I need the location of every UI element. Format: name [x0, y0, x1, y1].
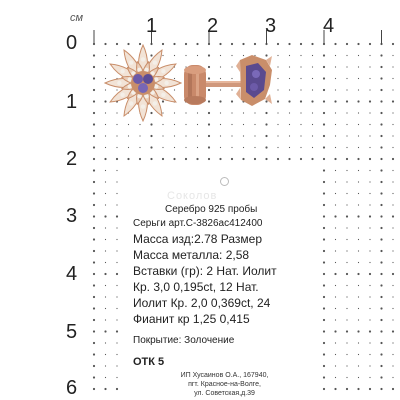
tag-line-metal: Серебро 925 пробы — [165, 204, 258, 215]
cubic-zirconia-icon — [129, 101, 133, 105]
ruler-left-1: 1 — [66, 91, 78, 113]
earring-side-flower — [236, 55, 272, 106]
tag-line-address-1: пгт. Красное-на-Волге, — [188, 381, 261, 388]
price-tag — [127, 165, 322, 400]
cubic-zirconia-icon — [153, 101, 157, 105]
cubic-zirconia-icon — [129, 60, 133, 64]
cubic-zirconia-icon — [141, 104, 145, 108]
tag-line-inserts-2: Кр. 3,0 0,195ct, 12 Нат. — [133, 280, 259, 294]
ruler-left-6: 6 — [66, 377, 78, 399]
cubic-zirconia-icon — [141, 57, 145, 61]
cubic-zirconia-icon — [161, 69, 165, 73]
cubic-zirconia-icon — [161, 93, 165, 97]
tag-line-inserts: Вставки (гр): 2 Нат. Иолит — [133, 264, 277, 278]
cubic-zirconia-icon — [153, 60, 157, 64]
earring-front — [105, 45, 181, 121]
cubic-zirconia-icon — [117, 81, 121, 85]
tag-line-metal-mass: Масса металла: 2,58 — [133, 248, 250, 262]
tag-hole — [220, 177, 229, 186]
cubic-zirconia-icon — [120, 93, 124, 97]
tag-line-coating: Покрытие: Золочение — [133, 335, 235, 346]
tag-watermark: Соколов — [167, 190, 218, 202]
ruler-left-2: 2 — [66, 148, 78, 170]
ruler-top-3: 3 — [265, 15, 277, 37]
iolite-stone-icon — [133, 74, 143, 84]
cubic-zirconia-icon — [164, 81, 168, 85]
tag-line-otk: ОТК 5 — [133, 356, 165, 368]
tag-line-maker: ИП Хусаинов О.А., 167940, — [180, 372, 269, 379]
tag-line-address-2: ул. Советская,д.39 — [194, 390, 255, 397]
tag-line-article: Серьги арт.С-3826ас412400 — [133, 218, 263, 229]
ruler-top-2: 2 — [207, 15, 219, 37]
earring-screw-back — [184, 65, 242, 105]
ruler-left-3: 3 — [66, 205, 78, 227]
ruler-unit: см — [70, 12, 84, 24]
ruler-top-4: 4 — [323, 15, 335, 37]
ruler-left-4: 4 — [66, 263, 78, 285]
tag-line-inserts-3: Иолит Кр. 2,0 0,369ct, 24 — [133, 296, 271, 310]
iolite-stone-icon — [143, 74, 153, 84]
ruler-left-0: 0 — [66, 32, 78, 54]
tag-line-mass: Масса изд:2.78 Размер — [133, 232, 263, 246]
cubic-zirconia-icon — [120, 69, 124, 73]
iolite-stone-icon — [138, 83, 148, 93]
ruler-left-5: 5 — [66, 321, 78, 343]
tag-line-inserts-4: Фианит кр 1,25 0,415 — [133, 312, 250, 326]
ruler-top-1: 1 — [146, 15, 158, 37]
